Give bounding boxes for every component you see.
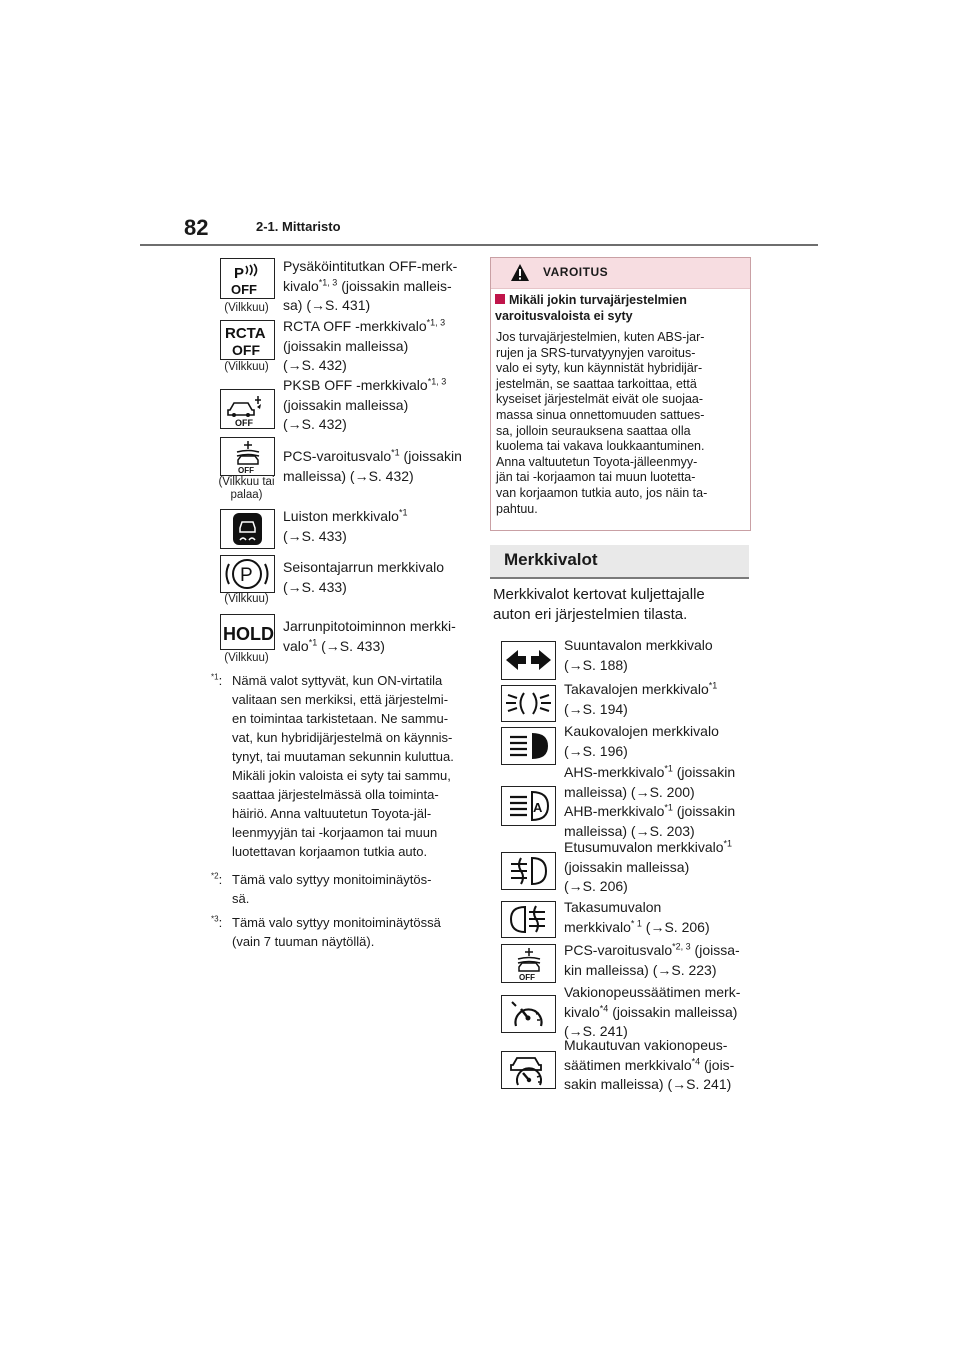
tail-light-icon — [501, 685, 556, 722]
icon-caption: (Vilkkuu) — [224, 593, 269, 605]
svg-text:OFF: OFF — [231, 282, 257, 297]
square-bullet-icon — [495, 294, 505, 304]
warning-subtitle — [495, 292, 745, 324]
footnote-mark: $^{*2}$: — [211, 871, 223, 887]
warning-title: VAROITUS — [543, 265, 609, 279]
svg-text:OFF: OFF — [238, 466, 254, 475]
footnote-mark: $^{*1}$: — [211, 672, 223, 688]
svg-text:P: P — [240, 565, 253, 586]
footnote-text: Tämä valo syttyy monitoiminäytössä (vain 7 tuuman näytöllä). — [232, 915, 441, 949]
item-description: Jarrunpitotoiminnon merkki- valo$^{*1}$ (→S. 433) — [283, 618, 456, 654]
item-description: PCS-varoitusvalo$^{*2, 3}$ (joissa- kin malleissa) (→S. 223) — [564, 941, 740, 978]
footnote — [211, 913, 481, 951]
icon-caption: (Vilkkuu) — [224, 302, 269, 314]
slip-indicator-icon — [220, 509, 275, 549]
high-beam-icon — [501, 727, 556, 765]
section-intro: Merkkivalot kertovat kuljettajalle auton eri järjestelmien tilasta. — [493, 586, 705, 623]
item-description: Kaukovalojen merkkivalo (→S. 196) — [564, 723, 719, 759]
item-description: Seisontajarrun merkkivalo (→S. 433) — [283, 559, 445, 595]
brake-hold-icon — [220, 614, 275, 650]
icon-caption: (Vilkkuu tai palaa) — [218, 476, 275, 501]
svg-text:OFF: OFF — [235, 418, 253, 428]
section-heading — [490, 545, 749, 579]
item-description: Takasumuvalon merkkivalo$^{* 1}$ (→S. 206) — [564, 899, 710, 935]
item-description: RCTA OFF -merkkivalo$^{*1, 3}$ (joissakin malleissa) (→S. 432) — [283, 317, 446, 373]
item-description: Suuntavalon merkkivalo (→S. 188) — [564, 637, 713, 673]
item-description: PKSB OFF -merkkivalo$^{*1, 3}$ (joissakin malleissa) (→S. 432) — [283, 376, 447, 432]
item-description: Pysäköintitutkan OFF-merk- kivalo$^{*1, 3}$ (joissakin malleis- sa) (→S. 431) — [283, 258, 458, 313]
parking-brake-icon — [220, 555, 275, 593]
rear-fog-icon — [501, 901, 556, 938]
svg-text:P: P — [234, 265, 245, 282]
footnote — [211, 870, 481, 908]
item-description: PCS-varoitusvalo$^{*1}$ (joissakin malleissa) (→S. 432) — [283, 447, 462, 484]
front-fog-icon — [501, 852, 556, 890]
footnote — [211, 671, 481, 861]
cruise-control-icon — [501, 995, 556, 1033]
section-title: 2-1. Mittaristo — [256, 219, 341, 234]
warning-subtitle-text: Mikäli jokin turvajärjestelmien varoitusvaloista ei syty — [495, 293, 687, 323]
item-description: Takavalojen merkkivalo$^{*1}$ (→S. 194) — [564, 680, 718, 717]
item-description: Mukautuvan vakionopeus- säätimen merkkivalo$^{*4}$ (jois- sakin malleissa) (→S. 241) — [564, 1037, 735, 1092]
auto-high-beam-icon — [501, 786, 556, 826]
footnote-mark: $^{*3}$: — [211, 914, 223, 930]
svg-text:HOLD: HOLD — [223, 624, 274, 644]
warning-body: Jos turvajärjestelmien, kuten ABS-jar- rujen ja SRS-turvatyynyjen varoitus- valo ei syty, kun käynnistät hybridijär- jestelmän, se saattaa tarkoittaa, että kyseiset järjestelmät eivät ole suojaa- massa sinua onnettomuuden sattues- sa, jolloin seurauksena saattaa olla kuolema tai vakava loukkaantuminen. Anna valtuutetun Toyota-jälleenmyy- jän tai -korjaamon tai muun luotetta- van korjaamon tutkia auto, jos näin ta- pahtuu. — [496, 330, 708, 516]
footnote-text: Nämä valot syttyvät, kun ON-virtatila valitaan sen merkiksi, että järjestelmi- en toimintaa tarkistetaan. Ne sammu- vat, kun hybridijärjestelmä on käynnis- tynyt, tai muutaman sekunnin kuluttua. Mikäli jokin valoista ei syty tai sammu, saattaa järjestelmässä olla toiminta- häiriö. Anna valtuutetun Toyota-jäl- leenmyyjän tai -korjaamon tai muun luotettavan korjaamon tutkia auto. — [232, 673, 454, 859]
pcs-warning-icon — [501, 944, 556, 983]
svg-text:OFF: OFF — [519, 973, 535, 982]
svg-text:RCTA: RCTA — [225, 325, 266, 342]
radar-cruise-icon — [501, 1051, 556, 1089]
icon-caption: (Vilkkuu) — [224, 652, 269, 664]
page-number: 82 — [184, 215, 209, 240]
warning-triangle-icon — [510, 263, 530, 282]
rcta-off-icon — [220, 320, 275, 360]
section-heading-text: Merkkivalot — [504, 550, 598, 569]
pcs-warning-icon — [220, 437, 275, 476]
item-description: Etusumuvalon merkkivalo$^{*1}$ (joissakin malleissa) (→S. 206) — [564, 838, 733, 894]
turn-signal-icon — [501, 641, 556, 680]
warning-header — [491, 258, 750, 289]
parking-sensor-off-icon — [220, 258, 275, 299]
svg-text:OFF: OFF — [232, 342, 260, 358]
item-description: Luiston merkkivalo$^{*1}$ (→S. 433) — [283, 507, 408, 544]
item-description: AHS-merkkivalo$^{*1}$ (joissakin malleissa) (→S. 200) AHB-merkkivalo$^{*1}$ (joissakin malleissa) (→S. 203) — [564, 763, 736, 839]
item-description: Vakionopeussäätimen merk- kivalo$^{*4}$ (joissakin malleissa) (→S. 241) — [564, 984, 741, 1039]
footnote-text: Tämä valo syttyy monitoiminäytös- sä. — [232, 872, 432, 906]
icon-caption: (Vilkkuu) — [224, 361, 269, 373]
svg-text:A: A — [533, 800, 543, 815]
warning-box — [490, 257, 751, 531]
pksb-off-icon — [220, 389, 275, 429]
header-divider — [140, 244, 818, 246]
